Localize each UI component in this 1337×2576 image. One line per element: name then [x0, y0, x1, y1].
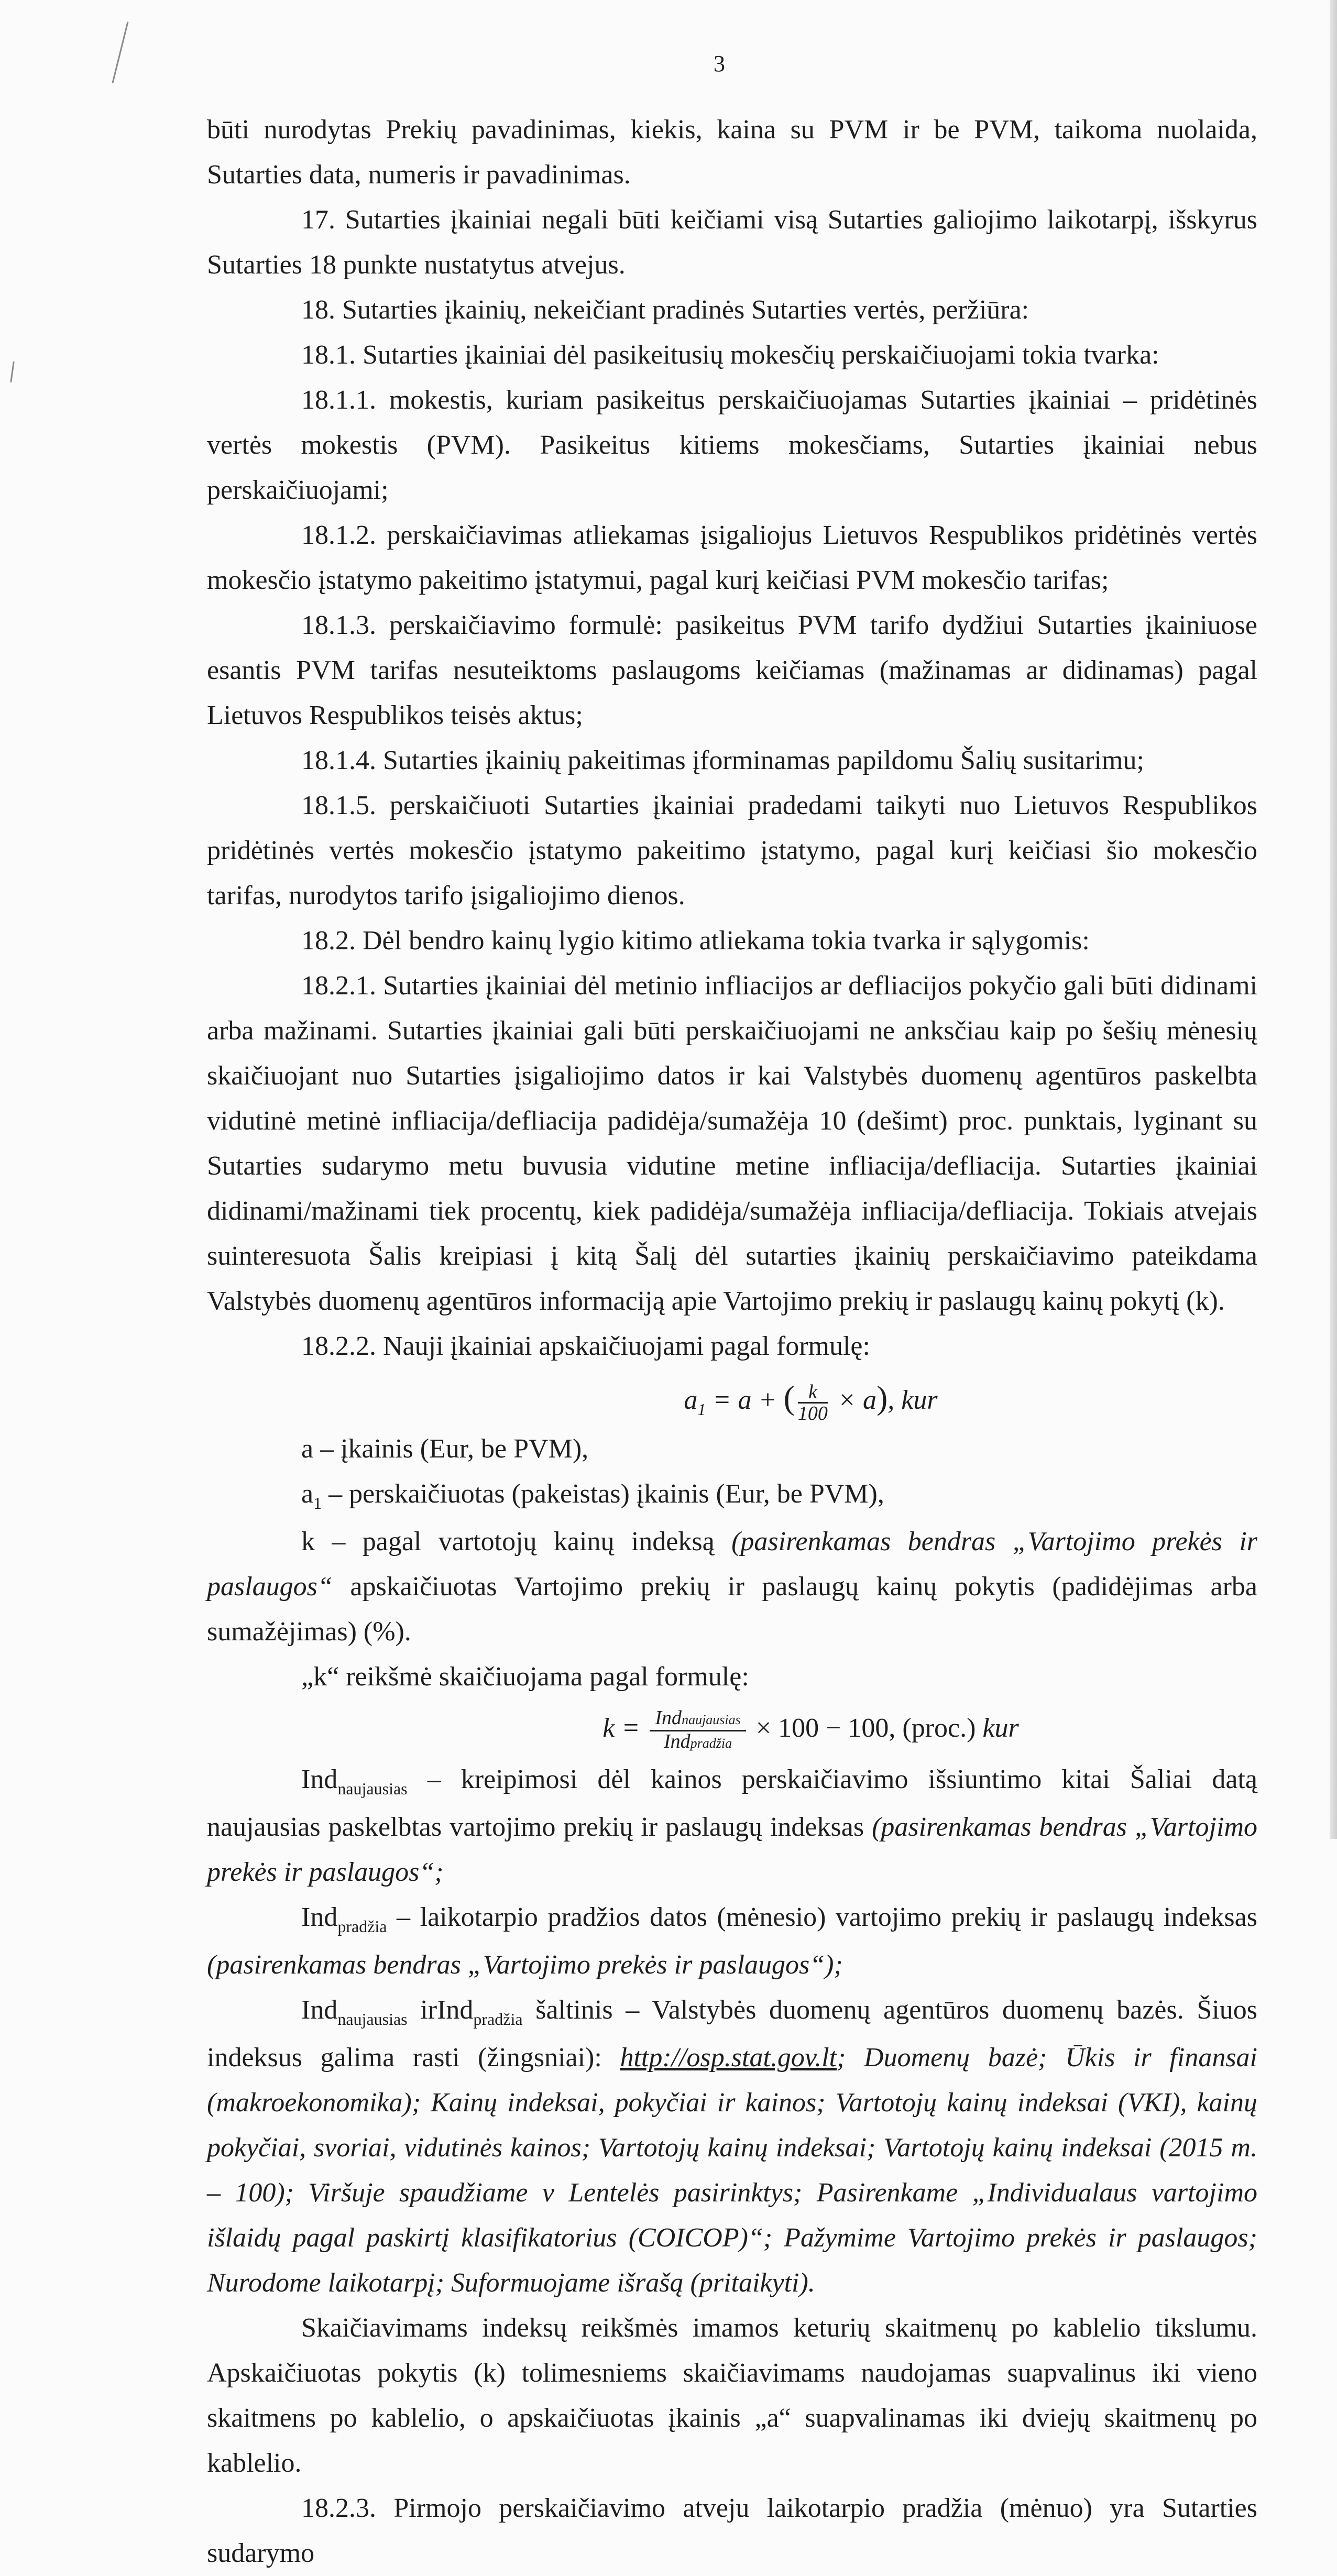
- paragraph: 18.1.4. Sutarties įkainių pakeitimas įforminamas papildomu Šalių susitarimu;: [301, 746, 1144, 775]
- paragraph: 18.2.2. Nauji įkainiai apskaičiuojami pagal formulę:: [301, 1331, 870, 1361]
- paragraph: 18.2.1. Sutarties įkainiai dėl metinio infliacijos ar defliacijos pokyčio gali būti didinami arba mažinami. Sutarties įkainiai gali būti perskaičiuojami ne anksčiau kaip po šešių mėnesių skaičiuojant nuo Sutarties įsigaliojimo datos ir kai Valstybės duomenų agentūros paskelbta vidutinė metinė infliacija/defliacija padidėja/sumažėja 10 (dešimt) proc. punktais, lyginant su Sutarties sudarymo metu buvusia vidutine metine infliacija/defliacija. Sutarties įkainiai didinami/mažinami tiek procentų, kiek padidėja/sumažėja infliacija/defliacija. Tokiais atvejais suinteresuota Šalis kreipiasi į kitą Šalį dėl sutarties įkainių perskaičiavimo pateikdama Valstybės duomenų agentūros informaciją apie Vartojimo prekių ir paslaugų kainų pokytį (k).: [207, 971, 1257, 1316]
- paragraph: 18. Sutarties įkainių, nekeičiant pradinės Sutarties vertės, peržiūra:: [301, 295, 1029, 325]
- definition-ind-naujausias: Ind$_{naujausias}$ – kreipimosi dėl kainos perskaičiavimo išsiuntimo kitai Šaliai datą naujausias paskelbtas vartojimo prekių ir paslaugų indeksas (pasirenkamas bendras „Vartojimo prekės ir paslaugos“;: [207, 1764, 1257, 1887]
- paragraph: 18.1.5. perskaičiuoti Sutarties įkainiai pradedami taikyti nuo Lietuvos Respublikos pridėtinės vertės mokesčio įstatymo pakeitimo įstatymo, pagal kurį keičiasi šio mokesčio tarifas, nurodytos tarifo įsigaliojimo dienos.: [207, 791, 1257, 911]
- paragraph: 17. Sutarties įkainiai negali būti keičiami visą Sutarties galiojimo laikotarpį, išskyrus Sutarties 18 punkte nustatytus atvejus.: [207, 205, 1257, 280]
- k-formula: k = $\frac{\text{Indnaujausias}}{\text{Indpradžia}}$ × 100 − 100, (proc.) kur: [602, 1706, 1019, 1752]
- paragraph: Skaičiavimams indeksų reikšmės imamos keturių skaitmenų po kablelio tikslumu. Apskaičiuotas pokytis (k) tolimesniems skaičiavimams naudojamas suapvalinus iki vieno skaitmens po kablelio, o apskaičiuotas įkainis „a“ suapvalinamas iki dviejų skaitmenų po kablelio.: [207, 2313, 1257, 2478]
- paragraph: 18.1.1. mokestis, kuriam pasikeitus perskaičiuojamas Sutarties įkainiai – pridėtinės vertės mokestis (PVM). Pasikeitus kitiems mokesčiams, Sutarties įkainiai nebus perskaičiuojami;: [207, 385, 1257, 505]
- paragraph: 18.2. Dėl bendro kainų lygio kitimo atliekama tokia tvarka ir sąlygomis:: [301, 926, 1090, 956]
- price-formula: $a_1 = a$ + ( $\frac{k}{100}$ × a), kur: [684, 1379, 938, 1424]
- paragraph: 18.1.2. perskaičiavimas atliekamas įsigaliojus Lietuvos Respublikos pridėtinės vertės mokesčio įstatymo pakeitimo įstatymui, pagal kurį keičiasi PVM mokesčio tarifas;: [207, 520, 1257, 595]
- definition-a: a – įkainis (Eur, be PVM),: [301, 1434, 589, 1464]
- definition-k: k – pagal vartotojų kainų indeksą (pasirenkamas bendras „Vartojimo prekės ir paslaugos“ apskaičiuotas Vartojimo prekių ir paslaugų kainų pokytis (padidėjimas arba sumažėjimas) (%).: [207, 1527, 1258, 1647]
- paragraph: 18.1.3. perskaičiavimo formulė: pasikeitus PVM tarifo dydžiui Sutarties įkainiuose esantis PVM tarifas nesuteiktoms paslaugoms keičiamas (mažinamas ar didinamas) pagal Lietuvos Respublikos teisės aktus;: [207, 610, 1257, 730]
- index-source: Ind$_{naujausias}$ irInd$_{pradžia}$ šaltinis – Valstybės duomenų agentūros duomenų bazės. Šiuos indeksus galima rasti (žingsniai): http://osp.stat.gov.lt; Duomenų bazė; Ūkis ir finansai (makroekonomika); Kainų indeksai, pokyčiai ir kainos; Vartotojų kainų indeksai (VKI), kainų pokyčiai, svoriai, vidutinės kainos; Vartotojų kainų indeksai; Vartotojų kainų indeksai (2015 m. – 100); Viršuje spaudžiame v Lentelės pasirinktys; Pasirenkame „Individualaus vartojimo išlaidų pagal paskirtį klasifikatorius (COICOP)“; Pažymime Vartojimo prekės ir paslaugos; Nurodome laikotarpį; Suformuojame išrašą (pritaikyti).: [207, 1995, 1257, 2298]
- k-intro: „k“ reikšmė skaičiuojama pagal formulę:: [301, 1662, 749, 1692]
- document-body: [207, 107, 1257, 2576]
- paragraph: 18.2.3. Pirmojo perskaičiavimo atveju laikotarpio pradžia (mėnuo) yra Sutarties sudarymo: [207, 2493, 1257, 2568]
- scan-edge: [1330, 0, 1337, 1839]
- definition-ind-pradzia: Ind$_{pradžia}$ – laikotarpio pradžios datos (mėnesio) vartojimo prekių ir paslaugų indeksas (pasirenkamas bendras „Vartojimo prekės ir paslaugos“);: [207, 1902, 1257, 1980]
- paragraph: būti nurodytas Prekių pavadinimas, kiekis, kaina su PVM ir be PVM, taikoma nuolaida, Sutarties data, numeris ir pavadinimas.: [207, 115, 1257, 190]
- paragraph: 18.1. Sutarties įkainiai dėl pasikeitusių mokesčių perskaičiuojami tokia tvarka:: [301, 340, 1159, 370]
- margin-mark: [112, 21, 129, 83]
- definition-a1: $a_1$ – perskaičiuotas (pakeistas) įkainis (Eur, be PVM),: [301, 1479, 884, 1512]
- page-number: 3: [714, 51, 725, 76]
- margin-mark: [10, 361, 15, 382]
- stat-link[interactable]: http://osp.stat.gov.lt: [620, 2043, 837, 2073]
